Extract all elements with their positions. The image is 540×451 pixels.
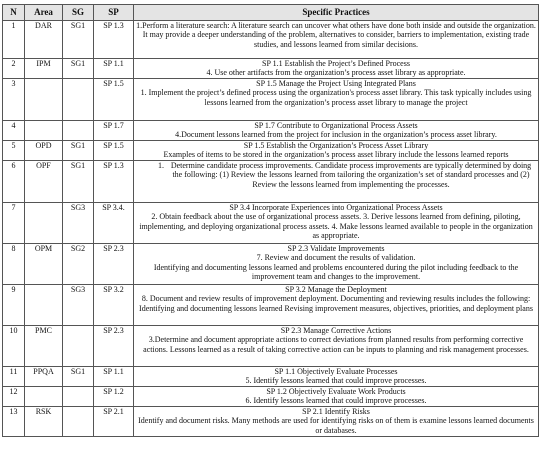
practice-text: 4. Use other artifacts from the organization’s process asset library as appropriate.	[206, 68, 466, 78]
specific-goal: SG1	[63, 161, 94, 203]
practice-description	[134, 203, 539, 244]
table-row	[3, 367, 539, 387]
practice-text: 1. Implement the project’s defined process using the organization's process asset library. This task typically includes using lessons learned from the organization’s process asset library to manage the project	[140, 88, 532, 107]
row-number: 7	[3, 203, 25, 244]
specific-practices-table	[2, 4, 539, 437]
process-area: PPQA	[25, 367, 63, 387]
table-row	[3, 244, 539, 285]
row-number: 2	[3, 59, 25, 79]
specific-goal: SG1	[63, 367, 94, 387]
practice-text: 5. Identify lessons learned that could improve processes.	[245, 376, 427, 386]
practice-description	[134, 407, 539, 437]
table-row	[3, 203, 539, 244]
specific-goal: SG2	[63, 244, 94, 285]
practice-title: SP 2.1 Identify Risks	[302, 407, 370, 416]
practice-description	[134, 244, 539, 285]
process-area	[25, 121, 63, 141]
practice-title: SP 3.2 Manage the Deployment	[285, 285, 387, 294]
practice-description	[134, 59, 539, 79]
specific-practice-id: SP 1.5	[94, 141, 134, 161]
row-number: 6	[3, 161, 25, 203]
practice-title: SP 1.1 Establish the Project’s Defined Process	[262, 59, 410, 68]
process-area: OPM	[25, 244, 63, 285]
specific-goal: SG3	[63, 285, 94, 326]
specific-goal	[63, 387, 94, 407]
specific-goal: SG1	[63, 141, 94, 161]
practice-title: SP 1.5 Manage the Project Using Integrated Plans	[256, 79, 416, 88]
process-area	[25, 79, 63, 121]
specific-goal	[63, 121, 94, 141]
practice-title: SP 1.1 Objectively Evaluate Processes	[274, 367, 398, 376]
practice-title: SP 3.4 Incorporate Experiences into Organizational Process Assets	[229, 203, 443, 212]
practice-text: Examples of items to be stored in the organization’s process asset library include the lessons learned reports	[163, 150, 509, 160]
practice-text: 6. Identify lessons learned that could improve processes.	[245, 396, 427, 406]
process-area	[25, 387, 63, 407]
practice-description	[134, 285, 539, 326]
table-row	[3, 387, 539, 407]
row-number: 8	[3, 244, 25, 285]
practice-title: SP 2.3 Manage Corrective Actions	[280, 326, 392, 335]
specific-practice-id: SP 3.4.	[94, 203, 134, 244]
table-row	[3, 161, 539, 203]
practice-text: Identify and document risks. Many methods are used for identifying risks on of them is examine lessons learned documents or databases.	[138, 416, 534, 435]
table-row	[3, 79, 539, 121]
practice-text: 8. Document and review results of improvement deployment. Documenting and reviewing results includes the following: Identifying and documenting lessons learned Revising improvement measures, objectives, priorities, and deployment plans	[139, 294, 533, 313]
practice-list	[136, 161, 536, 189]
header-sp: SP	[94, 5, 134, 21]
process-area: OPD	[25, 141, 63, 161]
specific-practice-id: SP 2.3	[94, 326, 134, 367]
process-area: PMC	[25, 326, 63, 367]
specific-practice-id: SP 3.2	[94, 285, 134, 326]
header-area: Area	[25, 5, 63, 21]
row-number: 10	[3, 326, 25, 367]
table-row	[3, 285, 539, 326]
table-row	[3, 21, 539, 59]
practice-description	[134, 121, 539, 141]
practice-text: 3.Determine and document appropriate actions to correct deviations from planned results from performing corrective actions. Lessons learned as a result of taking corrective action can be inputs to planning and risk management processes.	[143, 335, 529, 354]
row-number: 9	[3, 285, 25, 326]
process-area: DAR	[25, 21, 63, 59]
specific-practice-id: SP 1.2	[94, 387, 134, 407]
row-number: 4	[3, 121, 25, 141]
table-row	[3, 121, 539, 141]
specific-practice-id: SP 1.3	[94, 21, 134, 59]
practice-text: 4.Document lessons learned from the project for inclusion in the organization’s process asset library.	[175, 130, 497, 140]
specific-practice-id: SP 2.3	[94, 244, 134, 285]
practice-description	[134, 79, 539, 121]
process-area: RSK	[25, 407, 63, 437]
row-number: 13	[3, 407, 25, 437]
table-row	[3, 407, 539, 437]
table-row	[3, 59, 539, 79]
row-number: 1	[3, 21, 25, 59]
practice-title: SP 1.7 Contribute to Organizational Process Assets	[254, 121, 418, 130]
header-sg: SG	[63, 5, 94, 21]
row-number: 12	[3, 387, 25, 407]
header-specific-practices: Specific Practices	[134, 5, 539, 21]
specific-goal	[63, 407, 94, 437]
practice-description	[134, 21, 539, 59]
table-row	[3, 141, 539, 161]
row-number: 11	[3, 367, 25, 387]
practice-description	[134, 161, 539, 203]
practice-text: 2. Obtain feedback about the use of organizational process assets. 3. Derive lessons learned from defining, piloting, implementing, and deploying organizational process assets. 4. Make lessons learned available to people in the organization as appropriate.	[139, 212, 533, 241]
practice-title: SP 1.2 Objectively Evaluate Work Products	[266, 387, 406, 396]
practice-text: 1. Determine candidate process improvements. Candidate process improvements are typically determined by doing the following: (1) Review the lessons learned from tailoring the organization’s set of standard processes and (2) Review the lessons learned from implementing the processes.	[166, 161, 536, 189]
specific-goal: SG1	[63, 21, 94, 59]
row-number: 3	[3, 79, 25, 121]
specific-goal	[63, 79, 94, 121]
specific-practice-id: SP 1.1	[94, 367, 134, 387]
table-row	[3, 326, 539, 367]
process-area: OPF	[25, 161, 63, 203]
row-number: 5	[3, 141, 25, 161]
specific-goal	[63, 326, 94, 367]
process-area: IPM	[25, 59, 63, 79]
specific-practice-id: SP 1.5	[94, 79, 134, 121]
specific-practice-id: SP 1.1	[94, 59, 134, 79]
specific-goal: SG3	[63, 203, 94, 244]
specific-practice-id: SP 2.1	[94, 407, 134, 437]
practice-text: Identifying and documenting lessons learned and problems encountered during the pilot including feedback to the improvement team and changes to the improvement.	[153, 262, 519, 282]
process-area	[25, 285, 63, 326]
specific-goal: SG1	[63, 59, 94, 79]
practice-text: 1.Perform a literature search: A literature search can uncover what others have done both inside and outside the organization. It may provide a deeper understanding of the problem, alternatives to consider, barriers to implementation, existing trade studies, and lessons learned from similar decisions.	[136, 21, 536, 49]
practice-step: 7. Review and document the results of validation.	[256, 253, 416, 263]
specific-practice-id: SP 1.7	[94, 121, 134, 141]
header-row	[3, 5, 539, 21]
header-n: N	[3, 5, 25, 21]
practice-description	[134, 326, 539, 367]
practice-description	[134, 367, 539, 387]
practices-table-container	[2, 4, 538, 437]
process-area	[25, 203, 63, 244]
practice-title: SP 2.3 Validate Improvements	[287, 244, 385, 253]
practice-title: SP 1.5 Establish the Organization’s Process Asset Library	[243, 141, 429, 150]
practice-description	[134, 141, 539, 161]
specific-practice-id: SP 1.3	[94, 161, 134, 203]
practice-description	[134, 387, 539, 407]
